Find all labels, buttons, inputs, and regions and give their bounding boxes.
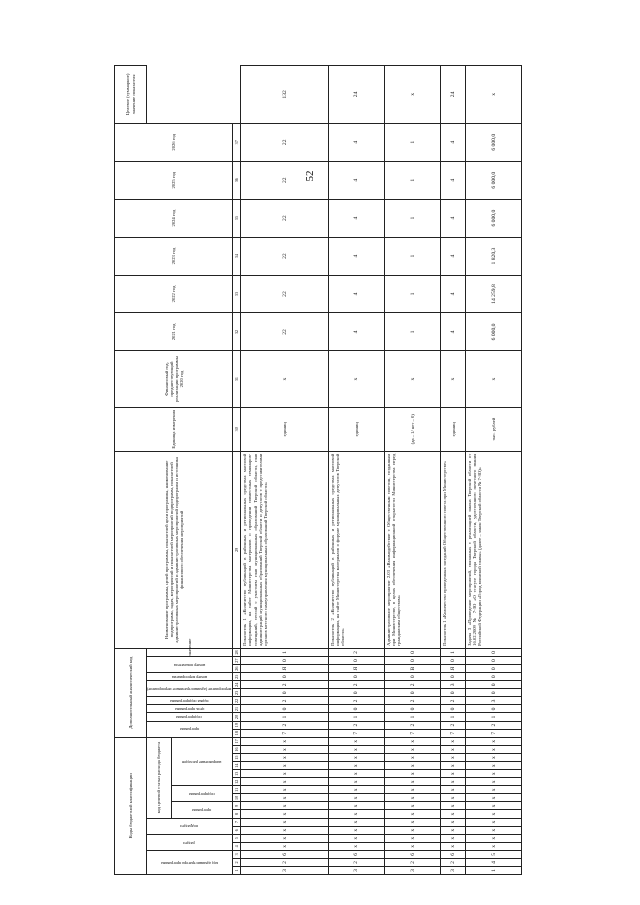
column-index-cell: 1 bbox=[233, 866, 241, 874]
column-index-cell: 26 bbox=[233, 665, 241, 673]
code-cell: х bbox=[241, 770, 328, 778]
code-cell: 2 bbox=[328, 721, 384, 729]
subsection-header: подраздел bbox=[180, 824, 199, 830]
column-index-cell: 10 bbox=[233, 794, 241, 802]
code-cell: 0 bbox=[466, 657, 522, 665]
unit-header: Единица измерения bbox=[115, 407, 233, 451]
code-cell: 0 bbox=[466, 689, 522, 697]
value-header: значение bbox=[147, 648, 233, 656]
code-cell: 2 bbox=[241, 721, 328, 729]
row-year-value: 4 bbox=[328, 199, 384, 237]
code-cell: х bbox=[441, 754, 466, 762]
code-cell: х bbox=[441, 737, 466, 745]
code-cell: х bbox=[385, 786, 441, 794]
code-cell: 0 bbox=[241, 689, 328, 697]
column-index-cell: 8 bbox=[233, 810, 241, 818]
program-indicators-table bbox=[114, 65, 522, 875]
code-cell: х bbox=[328, 754, 384, 762]
code-cell: 0 bbox=[466, 648, 522, 656]
year-2026-header: 2026 год bbox=[115, 123, 233, 161]
column-index-cell: 25 bbox=[233, 673, 241, 681]
row-year-value: 4 bbox=[328, 313, 384, 351]
code-cell: х bbox=[466, 826, 522, 834]
code-cell: х bbox=[466, 762, 522, 770]
direction-header: направление расходов bbox=[181, 759, 222, 765]
column-index-cell: 5 bbox=[233, 834, 241, 842]
column-index-cell: 30 bbox=[233, 407, 241, 451]
code-cell: 0 bbox=[441, 705, 466, 713]
row-fin-year: х bbox=[466, 351, 522, 407]
code-cell: х bbox=[385, 754, 441, 762]
code-cell: 3 bbox=[328, 866, 384, 874]
column-index-cell: 23 bbox=[233, 689, 241, 697]
event-header: мероприятие (административное мероприятие) bbox=[147, 687, 232, 693]
code-cell: х bbox=[385, 778, 441, 786]
code-cell: 2 bbox=[385, 721, 441, 729]
code-cell: х bbox=[328, 794, 384, 802]
row-unit: единиц bbox=[441, 407, 466, 451]
row-year-value: 22 bbox=[241, 199, 328, 237]
code-cell: 0 bbox=[241, 657, 328, 665]
row-name: Показатель 1 «Количество проведенных заседаний Общественного совета при Министерстве» bbox=[441, 451, 466, 648]
table-row bbox=[385, 66, 441, 875]
code-cell: х bbox=[466, 778, 522, 786]
code-cell: х bbox=[441, 786, 466, 794]
code-cell: х bbox=[328, 834, 384, 842]
row-year-value: 1 bbox=[385, 237, 441, 275]
page-number: 52 bbox=[304, 170, 316, 182]
code-cell: 2 bbox=[466, 721, 522, 729]
code-cell: 2 bbox=[241, 858, 328, 866]
year-2024-header: 2024 год bbox=[115, 199, 233, 237]
code-cell: 0 bbox=[328, 705, 384, 713]
admin-code-header: код администратора программы bbox=[160, 860, 218, 866]
code-cell: х bbox=[466, 786, 522, 794]
code-cell: 2 bbox=[241, 681, 328, 689]
row-target: 24 bbox=[441, 66, 466, 124]
code-cell: В bbox=[385, 665, 441, 673]
code-cell: 7 bbox=[328, 729, 384, 737]
code-cell: 0 bbox=[441, 689, 466, 697]
row-year-value: 4 bbox=[328, 275, 384, 313]
target-article-header: код целевой статьи расхода бюджета bbox=[147, 737, 172, 818]
code-cell: 1 bbox=[466, 866, 522, 874]
code-cell: х bbox=[385, 826, 441, 834]
year-2025-header: 2025 год bbox=[115, 161, 233, 199]
code-cell: х bbox=[241, 842, 328, 850]
column-index-cell: 13 bbox=[233, 770, 241, 778]
code-cell: х bbox=[385, 834, 441, 842]
column-index-cell: 21 bbox=[233, 705, 241, 713]
row-name: Задача 3 «Проведение мероприятий, связанных с реализацией закона Тверской области от 16.02.2009 № 7-ЗО «О статусе города Тверской области, удостоенного почетного звания Российской Федерации «Город воинской славы» (далее – закон Тверской области № 7-ЗО)» bbox=[466, 451, 522, 648]
row-year-value: 22 bbox=[241, 313, 328, 351]
code-cell: х bbox=[466, 834, 522, 842]
row-year-value: 6 000,0 bbox=[466, 313, 522, 351]
row-year-value: 4 bbox=[441, 237, 466, 275]
code-cell: х bbox=[241, 754, 328, 762]
row-year-value: 4 bbox=[441, 161, 466, 199]
indicator-header: номер показателя bbox=[173, 662, 205, 668]
code-cell: 5 bbox=[466, 850, 522, 858]
column-index-cell: 31 bbox=[233, 351, 241, 407]
row-year-value: 4 bbox=[328, 123, 384, 161]
code-cell: х bbox=[328, 802, 384, 810]
code-cell: х bbox=[466, 842, 522, 850]
code-cell: х bbox=[328, 810, 384, 818]
row-year-value: 14 259,8 bbox=[466, 275, 522, 313]
code-cell: х bbox=[441, 746, 466, 754]
code-cell: 1 bbox=[441, 713, 466, 721]
task-header: задача подпрограммы bbox=[169, 699, 209, 705]
column-index-cell: 19 bbox=[233, 721, 241, 729]
code-cell: 2 bbox=[328, 681, 384, 689]
code-cell: х bbox=[466, 802, 522, 810]
column-index-cell: 35 bbox=[233, 199, 241, 237]
column-index-cell: 33 bbox=[233, 275, 241, 313]
column-index-cell: 27 bbox=[233, 657, 241, 665]
row-fin-year: х bbox=[385, 351, 441, 407]
code-cell: х bbox=[385, 810, 441, 818]
code-cell: 3 bbox=[241, 866, 328, 874]
column-index-cell: 2 bbox=[233, 858, 241, 866]
code-cell: 7 bbox=[241, 729, 328, 737]
column-index-cell: 20 bbox=[233, 713, 241, 721]
row-unit: (да – 1/ нет – 0) bbox=[385, 407, 441, 451]
code-cell: х bbox=[441, 818, 466, 826]
code-cell: х bbox=[466, 754, 522, 762]
program-header: программа bbox=[179, 727, 199, 733]
column-index-cell: 37 bbox=[233, 123, 241, 161]
code-cell: х bbox=[241, 834, 328, 842]
code-cell: 0 bbox=[241, 705, 328, 713]
code-cell: х bbox=[328, 778, 384, 786]
code-cell: 6 bbox=[385, 850, 441, 858]
row-fin-year: х bbox=[328, 351, 384, 407]
code-cell: 0 bbox=[385, 648, 441, 656]
code-cell: х bbox=[466, 770, 522, 778]
column-index-cell: 22 bbox=[233, 697, 241, 705]
code-cell: 0 bbox=[328, 657, 384, 665]
row-name: Показатель 1 «Количество публикаций в районных и региональных средствах массовой информации, на сайте Министерства материалов о проведении совместных семинаров-совещаний, сессий с участием глав муниципальных образований Тверской области, глав администраций муниципальных образований Тверской области и депутатов с представителями органов местного самоуправления муниципальных образований Тверской области» bbox=[241, 451, 328, 648]
code-cell: 3 bbox=[466, 697, 522, 705]
row-year-value: 1 bbox=[385, 161, 441, 199]
code-cell: 1 bbox=[466, 713, 522, 721]
year-2023-header: 2023 год bbox=[115, 237, 233, 275]
row-year-value: 1 bbox=[385, 313, 441, 351]
code-cell: х bbox=[385, 802, 441, 810]
column-index-cell: 3 bbox=[233, 850, 241, 858]
code-cell: 0 bbox=[385, 705, 441, 713]
column-index-cell: 11 bbox=[233, 786, 241, 794]
code-cell: х bbox=[241, 762, 328, 770]
code-cell: х bbox=[241, 778, 328, 786]
code-cell: 2 bbox=[328, 858, 384, 866]
row-target: 132 bbox=[241, 66, 328, 124]
row-year-value: 1 bbox=[385, 199, 441, 237]
code-cell: 0 bbox=[385, 689, 441, 697]
column-index-cell: 24 bbox=[233, 681, 241, 689]
row-year-value: 22 bbox=[241, 161, 328, 199]
column-index-cell: 36 bbox=[233, 161, 241, 199]
code-cell: х bbox=[241, 826, 328, 834]
code-cell: х bbox=[466, 810, 522, 818]
code-cell: х bbox=[441, 826, 466, 834]
code-cell: 0 bbox=[466, 665, 522, 673]
code-cell: 2 bbox=[441, 697, 466, 705]
code-cell: х bbox=[328, 746, 384, 754]
code-cell: Я bbox=[328, 665, 384, 673]
table-row bbox=[441, 66, 466, 875]
code-cell: х bbox=[241, 818, 328, 826]
code-cell: х bbox=[328, 786, 384, 794]
code-cell: 2 bbox=[328, 648, 384, 656]
row-year-value: 4 bbox=[328, 237, 384, 275]
row-year-value: 6 000,0 bbox=[466, 161, 522, 199]
code-cell: х bbox=[385, 794, 441, 802]
column-index-cell: 6 bbox=[233, 826, 241, 834]
code-cell: х bbox=[385, 746, 441, 754]
code-cell: 2 bbox=[441, 721, 466, 729]
code-cell: х bbox=[441, 762, 466, 770]
year-2022-header: 2022 год bbox=[115, 275, 233, 313]
code-cell: х bbox=[441, 810, 466, 818]
code-cell: 2 bbox=[385, 681, 441, 689]
code-cell: 6 bbox=[241, 850, 328, 858]
column-index-cell: 16 bbox=[233, 746, 241, 754]
code-cell: 0 bbox=[385, 657, 441, 665]
code-cell: 0 bbox=[466, 705, 522, 713]
code-cell: х bbox=[241, 746, 328, 754]
code-cell: 0 bbox=[328, 673, 384, 681]
code-cell: х bbox=[385, 762, 441, 770]
budget-codes-header: Коды бюджетной классификации bbox=[115, 737, 147, 874]
column-index-cell: 9 bbox=[233, 802, 241, 810]
code-cell: х bbox=[441, 778, 466, 786]
code-cell: 4 bbox=[466, 858, 522, 866]
code-cell: 1 bbox=[441, 648, 466, 656]
row-fin-year: х bbox=[441, 351, 466, 407]
row-target: х bbox=[385, 66, 441, 124]
code-cell: х bbox=[241, 802, 328, 810]
code-cell: 2 bbox=[385, 697, 441, 705]
sub-subprogram-header: подпрограмма bbox=[176, 715, 202, 721]
row-year-value: 4 bbox=[328, 161, 384, 199]
column-index-cell: 32 bbox=[233, 313, 241, 351]
row-year-value: 6 000,0 bbox=[466, 199, 522, 237]
code-cell: 0 bbox=[328, 689, 384, 697]
code-cell: 2 bbox=[241, 697, 328, 705]
row-name: Показатель 2 «Количество публикаций в районных и региональных средствах массовой информации, на сайте Министерства материалов о форуме муниципальных депутатов Тверской области» bbox=[328, 451, 384, 648]
code-cell: х bbox=[466, 746, 522, 754]
row-year-value: 4 bbox=[441, 275, 466, 313]
target-header: Целевое (суммарное) значение показателя bbox=[115, 66, 147, 124]
code-cell: х bbox=[241, 794, 328, 802]
row-year-value: 22 bbox=[241, 275, 328, 313]
code-cell: 1 bbox=[385, 713, 441, 721]
code-cell: 3 bbox=[441, 866, 466, 874]
code-cell: х bbox=[328, 826, 384, 834]
row-fin-year: х bbox=[241, 351, 328, 407]
code-cell: х bbox=[328, 737, 384, 745]
code-cell: 0 bbox=[441, 657, 466, 665]
code-cell: х bbox=[441, 802, 466, 810]
code-cell: 1 bbox=[241, 648, 328, 656]
code-cell: х bbox=[441, 770, 466, 778]
column-index-cell: 4 bbox=[233, 842, 241, 850]
code-cell: 0 bbox=[241, 673, 328, 681]
event-number-header: номер мероприятия bbox=[171, 675, 207, 681]
row-unit: единиц bbox=[241, 407, 328, 451]
section-header: раздел bbox=[183, 840, 195, 846]
column-index-cell: 14 bbox=[233, 762, 241, 770]
row-target: х bbox=[466, 66, 522, 124]
name-header: Наименование программы, целей программы, показателей цели программы, наименование подпрограмм, задач, мероприятий и показателей мероприятий подпрограмм, показателей административных мероприятий и административных мероприятий подпрограмм и источника финансового обеспечения мероприятий bbox=[115, 451, 233, 648]
row-year-value: 1 bbox=[385, 123, 441, 161]
year-2021-header: 2021 год bbox=[115, 313, 233, 351]
code-cell: х bbox=[385, 770, 441, 778]
code-cell: х bbox=[441, 794, 466, 802]
code-cell: 0 bbox=[466, 673, 522, 681]
subprogram-code-header: подпрограмма bbox=[188, 792, 215, 798]
code-cell: 2 bbox=[441, 858, 466, 866]
code-cell: 6 bbox=[328, 850, 384, 858]
code-cell: 0 bbox=[385, 673, 441, 681]
row-year-value: 4 bbox=[441, 313, 466, 351]
code-cell: х bbox=[385, 818, 441, 826]
code-cell: 1 bbox=[328, 713, 384, 721]
code-cell: х bbox=[241, 786, 328, 794]
column-index-cell: 12 bbox=[233, 778, 241, 786]
code-cell: 7 bbox=[385, 729, 441, 737]
code-cell: х bbox=[441, 834, 466, 842]
code-cell: 7 bbox=[441, 729, 466, 737]
code-cell: 1 bbox=[241, 713, 328, 721]
row-unit: тыс. рублей bbox=[466, 407, 522, 451]
column-index-cell: 15 bbox=[233, 754, 241, 762]
row-year-value: 6 000,0 bbox=[466, 123, 522, 161]
table-row bbox=[241, 66, 328, 875]
column-index-cell: 28 bbox=[233, 648, 241, 656]
row-name: Административное мероприятие 2.03 «Взаимодействие с Общественным советом, созданным при Министерстве, в целях обеспечения информационной открытости Министерства перед гражданским обществом» bbox=[385, 451, 441, 648]
table-row bbox=[466, 66, 522, 875]
row-target: 24 bbox=[328, 66, 384, 124]
row-year-value: 22 bbox=[241, 237, 328, 275]
goal-header: цель программы bbox=[174, 707, 204, 713]
code-cell: 7 bbox=[466, 729, 522, 737]
row-year-value: 4 bbox=[441, 199, 466, 237]
code-cell: 0 bbox=[466, 681, 522, 689]
code-cell: х bbox=[241, 737, 328, 745]
row-year-value: 22 bbox=[241, 123, 328, 161]
code-cell: х bbox=[466, 794, 522, 802]
column-index-cell: 17 bbox=[233, 737, 241, 745]
code-cell: 3 bbox=[385, 866, 441, 874]
column-index-cell: 34 bbox=[233, 237, 241, 275]
row-unit: единиц bbox=[328, 407, 384, 451]
table-row bbox=[328, 66, 384, 875]
code-cell: х bbox=[328, 818, 384, 826]
row-year-value: 1 bbox=[385, 275, 441, 313]
code-cell: 6 bbox=[441, 850, 466, 858]
column-index-row bbox=[233, 66, 241, 875]
column-index-cell: 7 bbox=[233, 818, 241, 826]
code-cell: 2 bbox=[385, 858, 441, 866]
code-cell: х bbox=[328, 770, 384, 778]
code-cell: х bbox=[385, 737, 441, 745]
code-cell: 0 bbox=[441, 673, 466, 681]
code-cell: Я bbox=[441, 665, 466, 673]
code-cell: х bbox=[466, 737, 522, 745]
code-cell: Я bbox=[241, 665, 328, 673]
code-cell: х bbox=[385, 842, 441, 850]
code-cell: х bbox=[241, 810, 328, 818]
column-index-cell: 29 bbox=[233, 451, 241, 648]
program-code-header: программа bbox=[191, 808, 212, 814]
column-index-cell: 18 bbox=[233, 729, 241, 737]
fin-year-header: Финансовый год, предшествующий реализации программы 2020 год bbox=[115, 351, 233, 407]
row-year-value: 1 820,3 bbox=[466, 237, 522, 275]
code-cell: х bbox=[441, 842, 466, 850]
document-table-rotated bbox=[114, 65, 520, 875]
code-cell: х bbox=[328, 762, 384, 770]
code-cell: 2 bbox=[328, 697, 384, 705]
code-cell: 3 bbox=[441, 681, 466, 689]
row-year-value: 4 bbox=[441, 123, 466, 161]
code-cell: х bbox=[328, 842, 384, 850]
code-cell: х bbox=[466, 818, 522, 826]
additional-code-header: Дополнительный аналитический код bbox=[115, 648, 147, 737]
